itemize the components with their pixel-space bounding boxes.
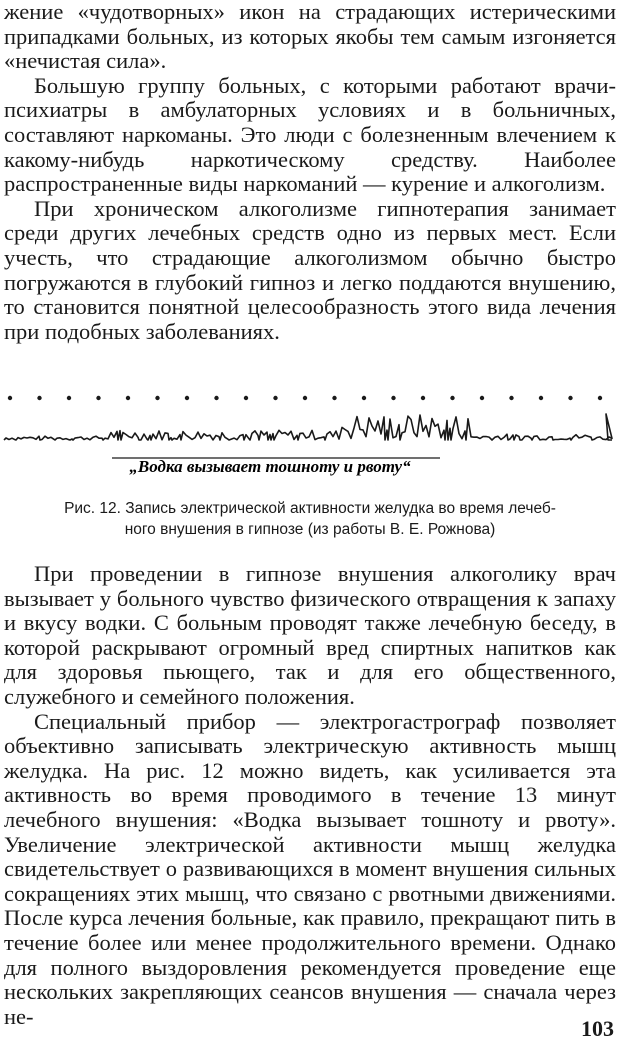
- time-marker-dot: [96, 396, 100, 400]
- time-marker-dot: [273, 396, 277, 400]
- time-marker-dot: [391, 396, 395, 400]
- text-block-top: [4, 0, 616, 344]
- time-marker-dot: [37, 396, 41, 400]
- time-marker-dot: [214, 396, 218, 400]
- suggestion-annotation: „Водка вызывает тошноту и рвоту“: [129, 457, 411, 476]
- time-marker-dot: [450, 396, 454, 400]
- time-marker-dot: [155, 396, 159, 400]
- time-marker-dot: [185, 396, 189, 400]
- time-marker-dot: [539, 396, 543, 400]
- activity-trace: [4, 414, 612, 440]
- time-marker-dot: [362, 396, 366, 400]
- time-marker-dot: [568, 396, 572, 400]
- time-marker-dot: [244, 396, 248, 400]
- stomach-activity-figure: [0, 380, 620, 490]
- paragraph: Большую группу больных, с которыми работают врачи-психиатры в амбулаторных условиях и в больничных, составляют наркоманы. Это люди с болезненным влечением к какому-нибудь наркотическому средству. Наиболее распространенные виды наркоманий — курение и алкоголизм.: [4, 72, 616, 197]
- time-marker-dot: [509, 396, 513, 400]
- page-number: 103: [581, 1016, 614, 1041]
- paragraph: Специальный прибор — электрогастрограф позволяет объективно записывать электрическую активность мышц желудка. На рис. 12 можно видеть, как усиливается эта активность во время проводимого в течение 13 минут лечебного внушения: «Водка вызывает тошноту и рвоту». Увеличение электрической активности мышц желудка свидетельствует о развивающихся в момент внушения сильных сокращениях этих мышц, что связано с рвотными движениями. После курса лечения больные, как правило, прекращают пить в течение более или менее продолжительного времени. Однако для полного выздоровления рекомендуется проведение еще нескольких закрепляющих сеансов внушения — сначала через не-: [4, 708, 616, 1029]
- time-marker-dot: [8, 396, 12, 400]
- time-marker-dot: [598, 396, 602, 400]
- time-marker-dot: [480, 396, 484, 400]
- time-marker-dot: [126, 396, 130, 400]
- time-marker-dot: [303, 396, 307, 400]
- time-marker-dots: [8, 396, 602, 400]
- time-marker-dot: [67, 396, 71, 400]
- figure-caption: [4, 498, 616, 540]
- caption-line: Рис. 12. Запись электрической активности желудка во время лечеб-: [64, 500, 556, 517]
- time-marker-dot: [421, 396, 425, 400]
- text-block-bottom: [4, 562, 616, 1029]
- paragraph: При проведении в гипнозе внушения алкоголику врач вызывает у больного чувство физического отвращения к запаху и вкусу водки. С больным проводят также лечебную беседу, в которой раскрывают огромный вред спиртных напитков как для здоровья пьющего, так и для его общественного, служебного и семейного положения.: [4, 561, 616, 709]
- time-marker-dot: [332, 396, 336, 400]
- paragraph: жение «чудотворных» икон на страдающих истерическими припадками больных, из которых якобы тем самым изгоняется «нечистая сила».: [4, 0, 616, 74]
- paragraph: При хроническом алкоголизме гипнотерапия занимает среди других лечебных средств одно из первых мест. Если учесть, что страдающие алкоголизмом обычно быстро погружаются в глубокий гипноз и легко поддаются внушению, то становится понятной целесообразность этого вида лечения при подобных заболеваниях.: [4, 195, 616, 344]
- caption-line: ного внушения в гипнозе (из работы В. Е. Рожнова): [124, 521, 496, 538]
